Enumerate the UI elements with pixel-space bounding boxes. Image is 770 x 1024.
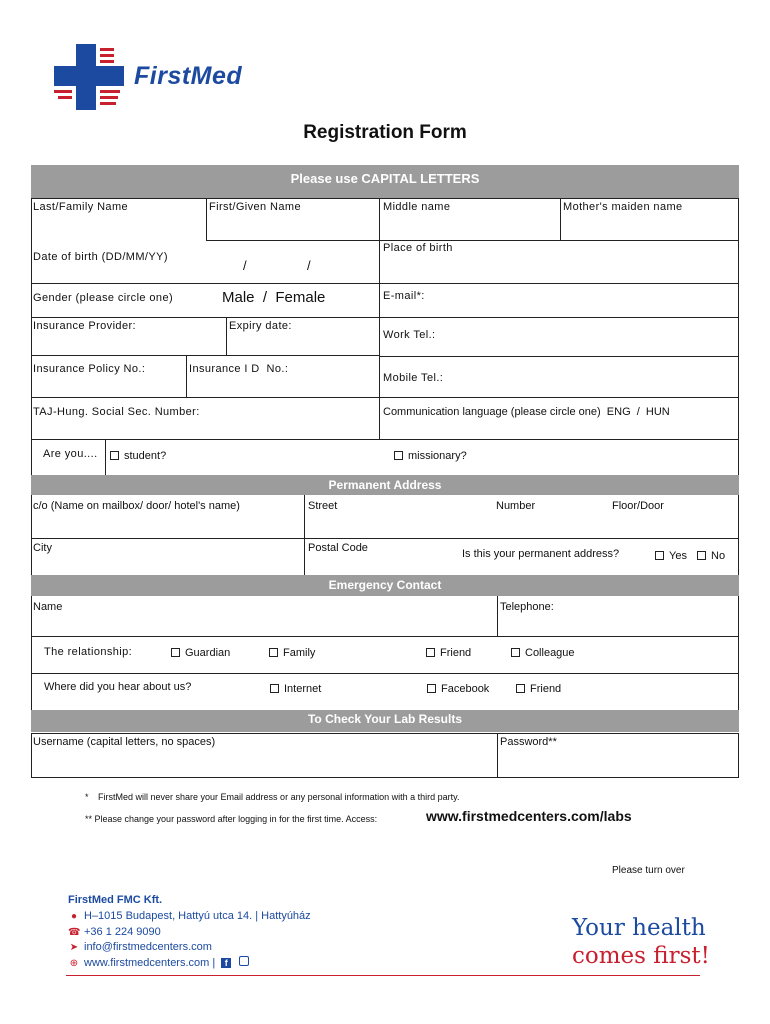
email-field[interactable]: E-mail*: (383, 290, 425, 302)
street-field[interactable]: Street (308, 500, 338, 512)
facebook-checkbox[interactable]: Facebook (427, 683, 489, 695)
insurance-id-field[interactable]: Insurance I D No.: (189, 363, 289, 375)
form-title: Registration Form (303, 122, 467, 143)
guardian-checkbox[interactable]: Guardian (171, 647, 230, 659)
checkbox-icon (171, 648, 180, 657)
checkbox-icon (426, 648, 435, 657)
where-hear-label: Where did you hear about us? (44, 681, 192, 693)
checkbox-icon (269, 648, 278, 657)
password-field[interactable]: Password** (500, 736, 557, 748)
username-field[interactable]: Username (capital letters, no spaces) (33, 736, 216, 748)
communication-language-field[interactable]: Communication language (please circle one) ENG / HUN (383, 406, 670, 418)
checkbox-icon (697, 551, 706, 560)
capital-letters-bar: Please use CAPITAL LETTERS (31, 165, 739, 198)
privacy-note: FirstMed will never share your Email address or any personal information with a third party. (98, 792, 460, 802)
student-checkbox[interactable]: student? (110, 450, 166, 462)
password-note: ** Please change your password after logging in for the first time. Access: (85, 814, 378, 824)
yes-checkbox[interactable]: Yes (655, 550, 687, 562)
postal-code-field[interactable]: Postal Code (308, 542, 368, 554)
gender-label: Gender (please circle one) (33, 292, 174, 304)
slogan-line-1: Your health (572, 915, 706, 941)
are-you-label: Are you.... (43, 448, 98, 460)
facebook-icon[interactable]: f (221, 958, 231, 968)
work-tel-field[interactable]: Work Tel.: (383, 329, 436, 341)
last-name-field[interactable]: Last/Family Name (33, 201, 129, 213)
checkbox-icon (270, 684, 279, 693)
friend-source-checkbox[interactable]: Friend (516, 683, 561, 695)
footer-divider (66, 975, 700, 976)
gender-options[interactable]: Male / Female (222, 289, 326, 306)
co-name-field[interactable]: c/o (Name on mailbox/ door/ hotel's name) (33, 500, 240, 512)
footer-phone[interactable]: ☎ +36 1 224 9090 (68, 926, 161, 938)
checkbox-icon (511, 648, 520, 657)
insurance-provider-field[interactable]: Insurance Provider: (33, 320, 136, 332)
colleague-checkbox[interactable]: Colleague (511, 647, 575, 659)
checkbox-icon (110, 451, 119, 460)
lab-results-bar: To Check Your Lab Results (31, 710, 739, 732)
instagram-icon[interactable] (239, 956, 249, 966)
place-of-birth-field[interactable]: Place of birth (383, 242, 453, 254)
mobile-tel-field[interactable]: Mobile Tel.: (383, 372, 444, 384)
note-1-mark: * (85, 792, 89, 802)
number-field[interactable]: Number (496, 500, 536, 512)
emergency-name-field[interactable]: Name (33, 601, 63, 613)
taj-number-field[interactable]: TAJ-Hung. Social Sec. Number: (33, 406, 200, 418)
firstmed-logo (54, 44, 274, 110)
footer-website[interactable]: ⊕ www.firstmedcenters.com | f (68, 956, 249, 969)
checkbox-icon (427, 684, 436, 693)
floor-door-field[interactable]: Floor/Door (612, 500, 664, 512)
mothers-maiden-name-field[interactable]: Mother's maiden name (563, 201, 683, 213)
city-field[interactable]: City (33, 542, 52, 554)
middle-name-field[interactable]: Middle name (383, 201, 451, 213)
lab-access-link[interactable]: www.firstmedcenters.com/labs (426, 808, 632, 824)
friend-checkbox[interactable]: Friend (426, 647, 471, 659)
relationship-label: The relationship: (44, 646, 133, 658)
internet-checkbox[interactable]: Internet (270, 683, 321, 695)
first-name-field[interactable]: First/Given Name (209, 201, 301, 213)
globe-icon: ⊕ (69, 958, 79, 969)
family-checkbox[interactable]: Family (269, 647, 315, 659)
company-name: FirstMed FMC Kft. (68, 894, 163, 906)
no-checkbox[interactable]: No (697, 550, 725, 562)
insurance-policy-field[interactable]: Insurance Policy No.: (33, 363, 146, 375)
location-pin-icon: ● (70, 911, 78, 922)
emergency-contact-bar: Emergency Contact (31, 575, 739, 596)
turn-over-note: Please turn over (612, 865, 685, 876)
date-of-birth-field[interactable]: Date of birth (DD/MM/YY) (33, 251, 168, 263)
permanent-address-bar: Permanent Address (31, 475, 739, 495)
footer-email[interactable]: ➤ info@firstmedcenters.com (69, 941, 212, 953)
dob-separator: / (243, 258, 247, 273)
logo-text: FirstMed (134, 62, 243, 90)
footer-address: ● H–1015 Budapest, Hattyú utca 14. | Hattyúház (68, 910, 311, 922)
medical-cross-icon (54, 44, 124, 110)
emergency-telephone-field[interactable]: Telephone: (500, 601, 554, 613)
email-icon: ➤ (69, 942, 79, 953)
slogan-line-2: comes first! (572, 943, 710, 969)
checkbox-icon (655, 551, 664, 560)
expiry-date-field[interactable]: Expiry date: (229, 320, 292, 332)
permanent-address-question: Is this your permanent address? (462, 548, 620, 560)
phone-icon: ☎ (68, 927, 81, 938)
checkbox-icon (516, 684, 525, 693)
dob-separator: / (307, 258, 311, 273)
checkbox-icon (394, 451, 403, 460)
missionary-checkbox[interactable]: missionary? (394, 450, 467, 462)
